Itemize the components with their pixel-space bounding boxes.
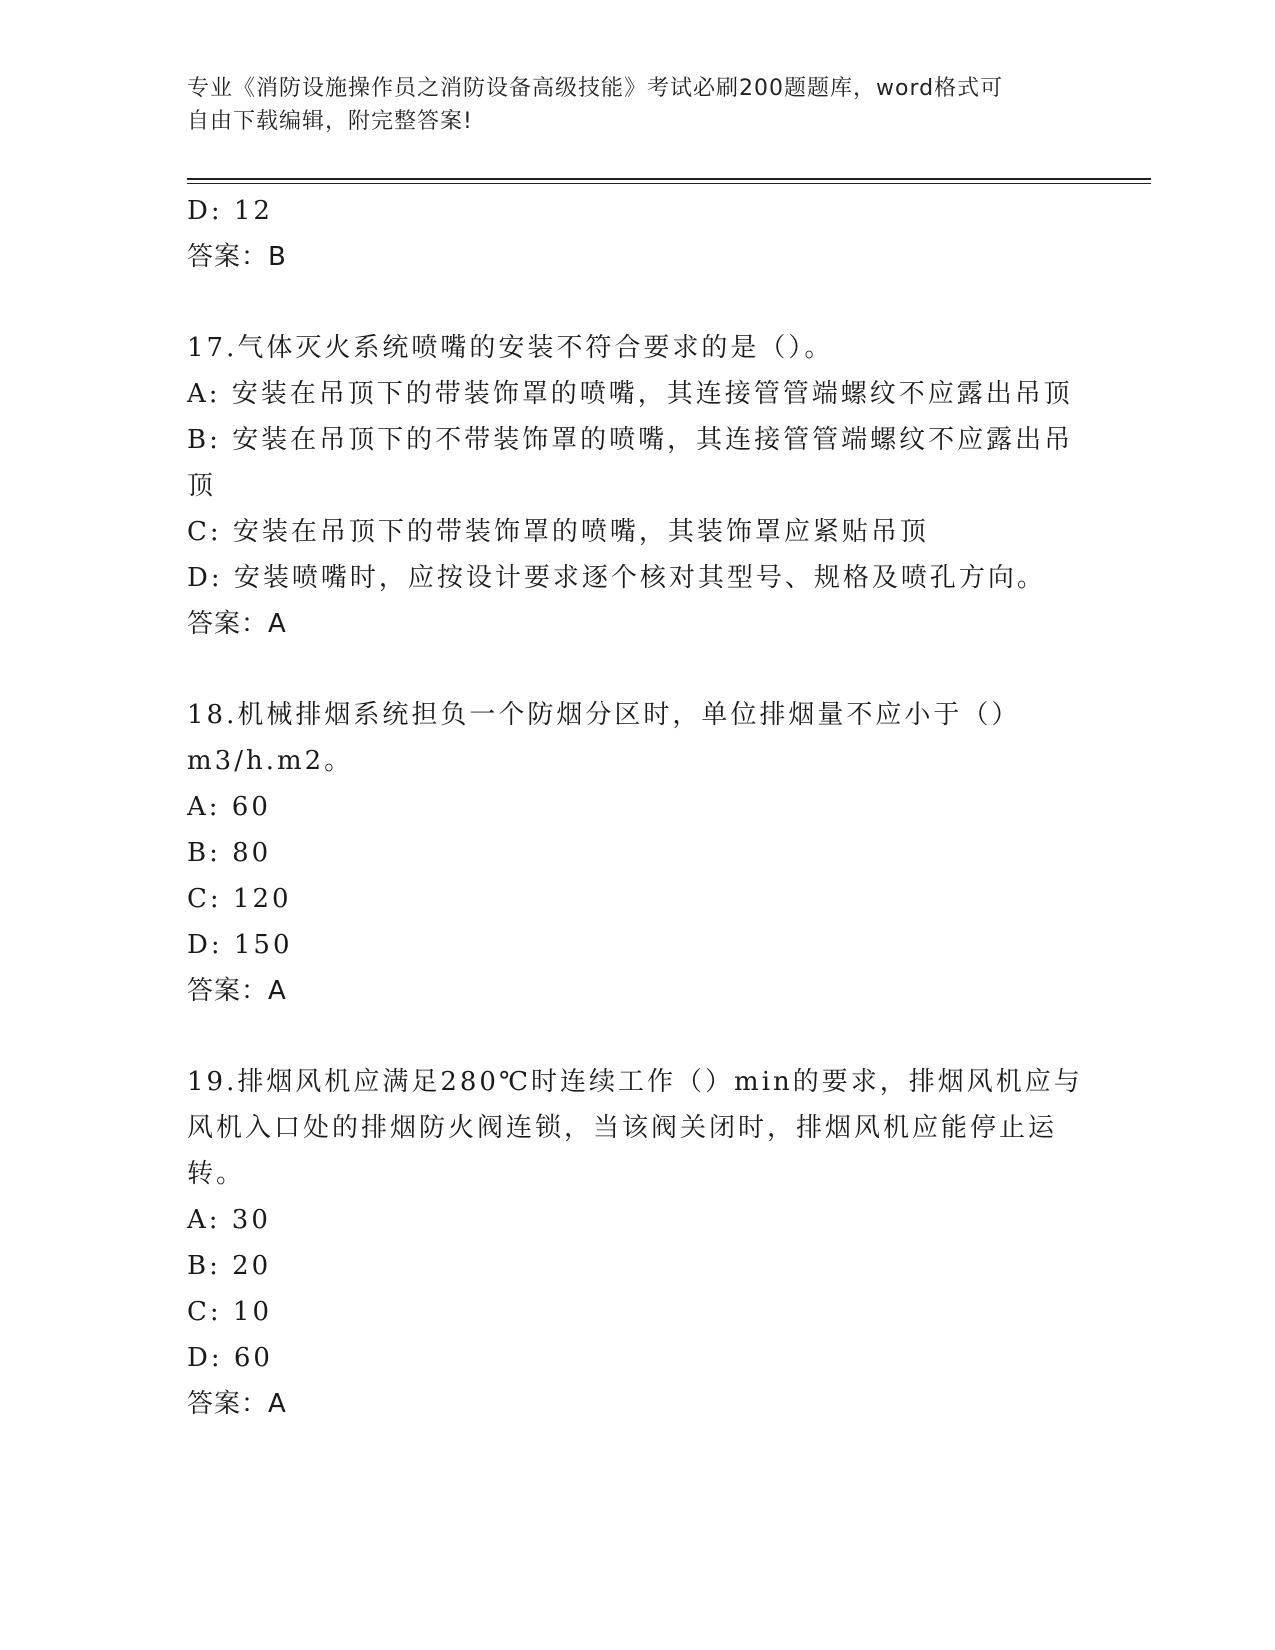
question-option: C: 10 [187, 1297, 273, 1327]
question-option: A: 60 [187, 792, 271, 822]
question-option: D: 60 [187, 1343, 273, 1373]
page-header [187, 72, 1087, 138]
answer-line: 答案：B [187, 242, 287, 272]
question-block [187, 325, 1087, 647]
question-stem: 18.机械排烟系统担负一个防烟分区时，单位排烟量不应小于（） [187, 700, 1021, 730]
question-option: C: 120 [187, 884, 292, 914]
option-d: D: 12 [187, 196, 273, 226]
answer-line: 答案：A [187, 609, 287, 639]
header-rule-thick [187, 178, 1151, 180]
answer-line: 答案：A [187, 1389, 287, 1419]
question-option: B: 80 [187, 838, 272, 868]
question-spacer [187, 1014, 1087, 1059]
question-spacer [187, 280, 1087, 325]
header-line-1: 专业《消防设施操作员之消防设备高级技能》考试必刷200题题库，word格式可 [187, 76, 1004, 101]
question-spacer [187, 647, 1087, 692]
question-stem: 转。 [187, 1159, 246, 1189]
question-option: C: 安装在吊顶下的带装饰罩的喷嘴，其装饰罩应紧贴吊顶 [187, 517, 929, 547]
answer-line: 答案：A [187, 976, 287, 1006]
question-option: D: 安装喷嘴时，应按设计要求逐个核对其型号、规格及喷孔方向。 [187, 563, 1046, 593]
document-body [187, 188, 1087, 1427]
previous-question-tail [187, 188, 1087, 280]
question-stem: 风机入口处的排烟防火阀连锁，当该阀关闭时，排烟风机应能停止运 [187, 1113, 1058, 1143]
question-stem: m3/h.m2。 [187, 746, 354, 776]
question-stem: 17.气体灭火系统喷嘴的安装不符合要求的是（）。 [187, 333, 834, 363]
header-rule-thin [187, 183, 1151, 184]
header-line-2: 自由下载编辑，附完整答案! [187, 109, 473, 134]
question-option: A: 安装在吊顶下的带装饰罩的喷嘴，其连接管管端螺纹不应露出吊顶 [187, 379, 1073, 409]
question-block [187, 1059, 1087, 1427]
question-option: B: 安装在吊顶下的不带装饰罩的喷嘴，其连接管管端螺纹不应露出吊 [187, 425, 1074, 455]
question-list [187, 280, 1087, 1427]
question-option: A: 30 [187, 1205, 271, 1235]
question-block [187, 692, 1087, 1014]
question-stem: 19.排烟风机应满足280℃时连续工作（）min的要求，排烟风机应与 [187, 1067, 1083, 1097]
question-option: D: 150 [187, 930, 293, 960]
question-option: 顶 [187, 471, 217, 501]
question-option: B: 20 [187, 1251, 272, 1281]
